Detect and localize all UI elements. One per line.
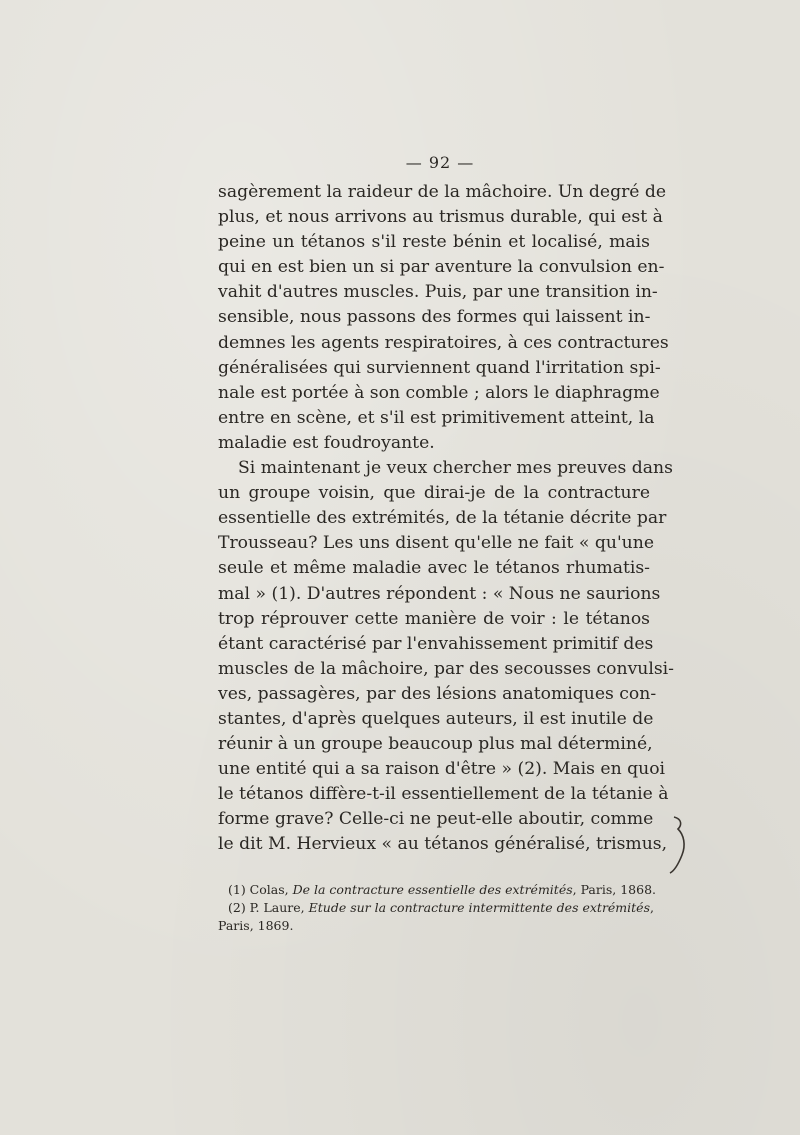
text-line: réunir à un groupe beaucoup plus mal déterminé, bbox=[218, 734, 653, 755]
footnote-rest: , Paris, 1868. bbox=[572, 882, 657, 897]
text-line: maladie est foudroyante. bbox=[218, 432, 435, 453]
text-line: le dit M. Hervieux « au tétanos généralisé, trismus, bbox=[218, 834, 668, 855]
text-line: un groupe voisin, que dirai-je de la contracture bbox=[218, 483, 650, 504]
footnote-title: De la contracture essentielle des extrémités bbox=[292, 882, 573, 897]
footnote-title: Etude sur la contracture intermittente des extrémités bbox=[308, 900, 650, 915]
text-line: demnes les agents respiratoires, à ces contractures bbox=[218, 332, 669, 353]
text-line: sagèrement la raideur de la mâchoire. Un degré de bbox=[218, 182, 667, 202]
text-line: Si maintenant je veux chercher mes preuves dans bbox=[238, 458, 673, 479]
text-line: trop réprouver cette manière de voir : le tétanos bbox=[218, 608, 650, 629]
text-line: muscles de la mâchoire, par des secousses convulsi- bbox=[218, 658, 674, 679]
footnotes bbox=[218, 881, 657, 935]
text-line: vahit d'autres muscles. Puis, par une transition in- bbox=[218, 282, 658, 303]
text-line: essentielle des extrémités, de la tétanie décrite par bbox=[218, 508, 667, 529]
text-line: seule et même maladie avec le tétanos rhumatis- bbox=[218, 558, 650, 579]
text-line: plus, et nous arrivons au trismus durable, qui est à bbox=[218, 207, 663, 228]
text-line: ves, passagères, par des lésions anatomiques con- bbox=[218, 683, 657, 704]
footnote-2-continuation: Paris, 1869. bbox=[218, 918, 294, 933]
footnote-1 bbox=[218, 881, 657, 899]
text-line: stantes, d'après quelques auteurs, il est inutile de bbox=[218, 708, 654, 729]
footnote-marker: (1) Colas, bbox=[228, 882, 293, 897]
text-line: nale est portée à son comble ; alors le diaphragme bbox=[218, 382, 660, 403]
text-line: le tétanos diffère-t-il essentiellement de la tétanie à bbox=[218, 784, 669, 805]
text-line: une entité qui a sa raison d'être » (2). Mais en quoi bbox=[218, 759, 666, 780]
footnote-2 bbox=[218, 899, 654, 917]
text-line: qui en est bien un si par aventure la convulsion en- bbox=[218, 257, 665, 278]
text-line: forme grave? Celle-ci ne peut-elle aboutir, comme bbox=[218, 809, 654, 830]
footnote-marker: (2) P. Laure, bbox=[228, 900, 309, 915]
body-text bbox=[218, 180, 674, 858]
page-number: — 92 — bbox=[405, 153, 475, 172]
text-line: peine un tétanos s'il reste bénin et localisé, mais bbox=[218, 232, 650, 253]
text-line: entre en scène, et s'il est primitivement atteint, la bbox=[218, 407, 655, 428]
footnote-rest: , bbox=[650, 900, 654, 915]
text-line: mal » (1). D'autres répondent : « Nous ne saurions bbox=[218, 583, 661, 604]
text-line: généralisées qui surviennent quand l'irritation spi- bbox=[218, 357, 661, 378]
text-line: étant caractérisé par l'envahissement primitif des bbox=[218, 633, 654, 654]
text-line: sensible, nous passons des formes qui laissent in- bbox=[218, 307, 651, 328]
text-line: Trousseau? Les uns disent qu'elle ne fait « qu'une bbox=[218, 533, 654, 554]
handwritten-bracket-mark bbox=[668, 815, 690, 875]
